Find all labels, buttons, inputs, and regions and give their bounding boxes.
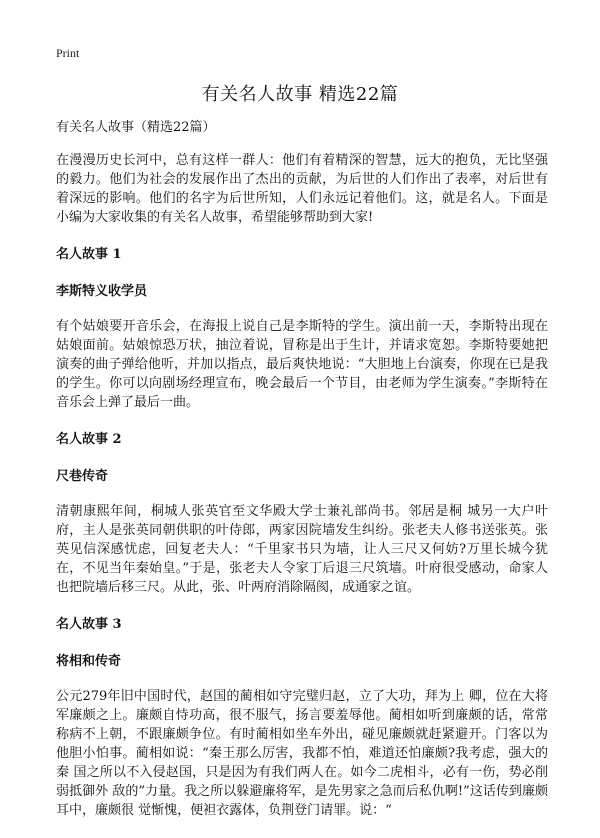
story-body-2: 清朝康熙年间，桐城人张英官至文华殿大学士兼礼部尚书。邻居是桐 城另一大户叶府，主人是张英同朝供职的叶侍郎，两家因院墙发生纠纷。张老夫人修书送张英。张英见信深感忧虑，回复老夫人：“千里家书只为墙，让人三尺又何妨?万里长城今犹在，不见当年秦始皇。”于是，张老夫人令家丁后退三尺筑墙。叶府很受感动，命家人也把院墙后移三尺。从此，张、叶两府消除隔阂，成通家之谊。 — [56, 504, 548, 595]
story-body-1: 有个姑娘要开音乐会，在海报上说自己是李斯特的学生。演出前一天，李斯特出现在姑娘面前。姑娘惊恐万状，抽泣着说，冒称是出于生计，并请求宽恕。李斯特要她把演奏的曲子弹给他听，并加以指点，最后爽快地说：“大胆地上台演奏，你现在已是我的学生。你可以向剧场经理宣布，晚会最后一个节目，由老师为学生演奏。”李斯特在音乐会上弹了最后一曲。 — [56, 319, 548, 410]
story-body-3: 公元279年旧中国时代，赵国的蔺相如守完璧归赵，立了大功，拜为上 卿，位在大将军廉颇之上。廉颇自恃功高，很不服气，扬言要羞辱他。蔺相如听到廉颇的话，常常称病不上朝，不跟廉颇争位。有时蔺相如坐车外出，碰见廉颇就赶紧避开。门客以为 他胆小怕事。蔺相如说：“秦王那么厉害，我都不怕，难道还怕廉颇?我考虑，强大的秦 国之所以不入侵赵国，只是因为有我们两人在。如今二虎相斗，必有一伤，势必削弱抵御外 敌的”力量。我之所以躲避廉将军，是先男家之急而后私仇啊!”这话传到廉颇耳中，廉颇很 觉惭愧，便袒衣露体，负荆登门请罪。说：“ — [56, 689, 548, 818]
document-subtitle: 有关名人故事（精选22篇） — [56, 120, 216, 135]
print-link[interactable]: Print — [56, 46, 80, 60]
document-title: 有关名人故事 精选22篇 — [201, 84, 399, 105]
document-body — [56, 118, 548, 838]
section-heading-3: 名人故事 3 — [56, 617, 122, 632]
story-title-1: 李斯特义收学员 — [56, 284, 148, 299]
story-title-2: 尺巷传奇 — [56, 469, 109, 484]
section-heading-2: 名人故事 2 — [56, 432, 122, 447]
story-title-3: 将相和传奇 — [56, 654, 122, 669]
section-heading-1: 名人故事 1 — [56, 247, 122, 262]
intro-paragraph: 在漫漫历史长河中，总有这样一群人：他们有着精深的智慧，远大的抱负，无比坚强的毅力。他们为社会的发展作出了杰出的贡献，为后世的人们作出了表率，对后世有着深远的影响。他们的名字为后世所知，人们永远记着他们。这，就是名人。下面是小编为大家收集的有关名人故事，希望能够帮助到大家! — [56, 153, 548, 225]
